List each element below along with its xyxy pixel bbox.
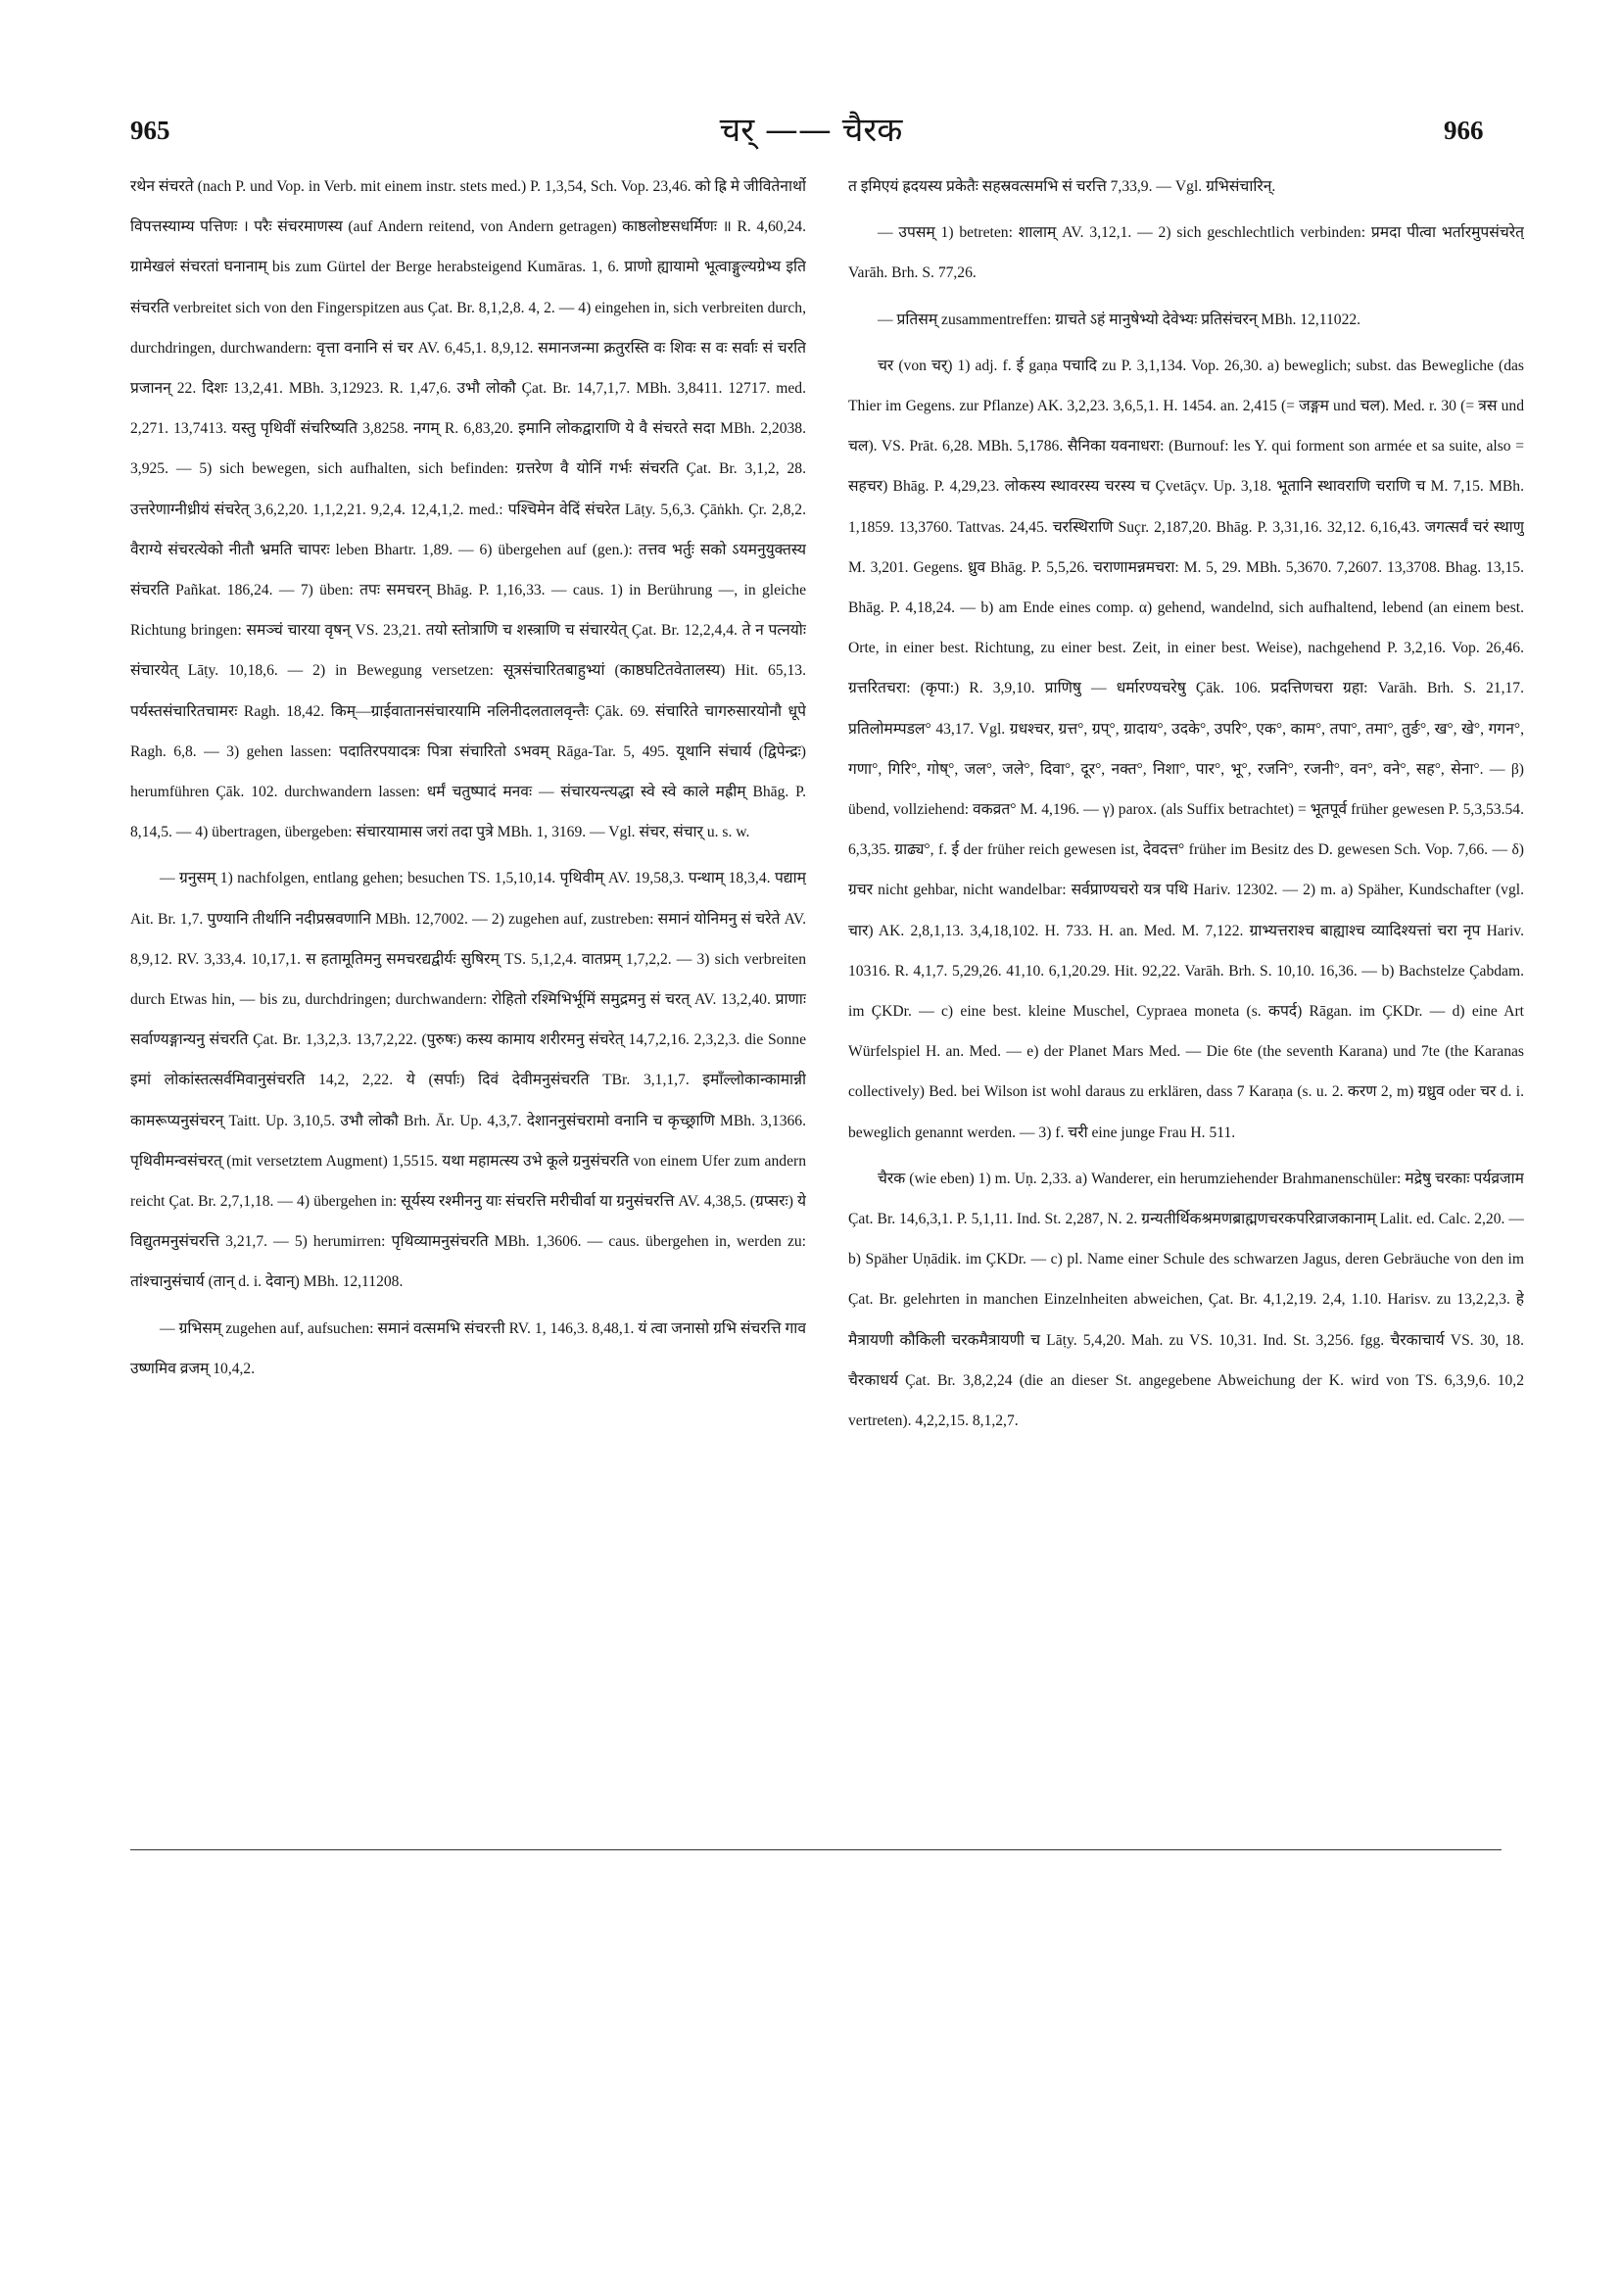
entry-paragraph: चर (von चर्) 1) adj. f. ई gaṇa पचादि zu P. 3,1,134. Vop. 26,30. a) beweglich; subst. das Bewegliche (das Thier im Gegens. zur Pflanze) AK. 3,2,23. 3,6,5,1. H. 1454. an. 2,415 (= जङ्गम und चल). Med. r. 30 (= त्रस und चल). VS. Prāt. 6,28. MBh. 5,1786. सैनिका यवनाधरा: (Burnouf: les Y. qui forment son armée et sa suite, also = सहचर) Bhāg. P. 4,29,23. लोकस्य स्थावरस्य चरस्य च Çvetāçv. Up. 3,18. भूतानि स्थावराणि चराणि च M. 7,15. MBh. 1,1859. 13,3760. Tattvas. 24,45. चरस्थिराणि Suçr. 2,187,20. Bhāg. P. 3,31,16. 32,12. 6,16,43. जगत्सर्वं चरं स्थाणु M. 3,201. Gegens. ध्रुव Bhāg. P. 5,5,26. चराणामन्नमचरा: M. 5, 29. MBh. 5,3670. 7,2607. 13,3708. Bhag. 13,15. Bhāg. P. 4,18,24. — b) am Ende eines comp. α) gehend, wandelnd, sich aufhaltend, lebend (an einem best. Orte, in einer best. Richtung, zu einer best. Zeit, in einer best. Weise), nachgehend P. 3,2,16. Vop. 26,46. ग्रत्तरितचरा: (कृपा:) R. 3,9,10. प्राणिषु — धर्मारण्यचरेषु Çāk. 106. प्रदत्तिणचरा ग्रहा: Varāh. Brh. S. 21,17. प्रतिलोमम्पडल° 43,17. Vgl. ग्रधश्चर, ग्रत्त°, ग्रप्°, ग्रादाय°, उदके°, उपरि°, एक°, काम°, तपा°, तमा°, तुर्ङ°, ख°, खे°, गगन°, गणा°, गिरि°, गोष्°, जल°, जले°, दिवा°, दूर°, नक्त°, निशा°, पार°, भू°, रजनि°, रजनी°, वन°, वने°, सह°, सेना°. — β) übend, vollziehend: वकव्रत° M. 4,196. — γ) parox. (als Suffix betrachtet) = भूतपूर्व früher gewesen P. 5,3,53.54. 6,3,35. ग्राढ्य°, f. ई der früher reich gewesen ist, देवदत्त° früher im Besitz des D. gewesen Sch. Vop. 7,66. — δ) ग्रचर nicht gehbar, nicht wandelbar: सर्वप्राण्यचरो यत्र पथि Hariv. 12302. — 2) m. a) Späher, Kundschafter (vgl. चार) AK. 2,8,1,13. 3,4,18,102. H. 733. H. an. Med. M. 7,122. ग्राभ्यत्तराश्च बाह्याश्च व्यादिश्यत्तां चरा नृप Hariv. 10316. R. 4,1,7. 5,29,26. 41,10. 6,1,20.29. Hit. 92,22. Varāh. Brh. S. 10,10. 16,36. — b) Bachstelze Çabdam. im ÇKDr. — c) eine best. kleine Muschel, Cypraea moneta (s. कपर्द) Rāgan. im ÇKDr. — d) eine Art Würfelspiel H. an. Med. — e) der Planet Mars Med. — Die 6te (the seventh Karana) und 7te (the Karanas collectively) Bed. bei Wilson ist wohl daraus zu erklären, dass 7 Karaṇa (s. u. 2. करण 2, m) ग्रध्रुव oder चर d. i. beweglich genannt werden. — 3) f. चरी eine junge Frau H. 511.: [848, 357, 1524, 1141]
entry-paragraph: — उपसम् 1) betreten: शालाम् AV. 3,12,1. — 2) sich geschlechtlich verbinden: प्रमदा पीत्वा भर्तारमुपसंचरेत् Varāh. Brh. S. 77,26.: [848, 224, 1524, 282]
entry-paragraph: — प्रतिसम् zusammentreffen: ग्राचते ऽहं मानुषेभ्यो देवेभ्यः प्रतिसंचरन् MBh. 12,11022.: [878, 311, 1361, 328]
running-header: चर् —— चैरक: [719, 111, 903, 150]
page-number-right: 966: [1444, 116, 1484, 145]
left-column: [130, 167, 806, 1699]
entry-paragraph: — ग्रभिसम् zugehen auf, aufsuchen: समानं वत्समभि संचरत्ती RV. 1, 146,3. 8,48,1. यं त्वा जनासो ग्रभि संचरत्ति गाव उष्णमिव व्रजम् 10,4,2.: [130, 1319, 806, 1377]
bottom-rule: [130, 1849, 1502, 1850]
entry-paragraph: — ग्रनुसम् 1) nachfolgen, entlang gehen; besuchen TS. 1,5,10,14. पृथिवीम् AV. 19,58,3. पन्थाम् 18,3,4. पद्याम् Ait. Br. 1,7. पुण्यानि तीर्थानि नदीप्रस्रवणानि MBh. 12,7002. — 2) zugehen auf, zustreben: समानं योनिमनु सं चरेते AV. 8,9,12. RV. 3,33,4. 10,17,1. स हतामूतिमनु समचरद्यद्वीर्यः सुषिरम् TS. 5,1,2,4. वातप्रम् 1,7,2,2. — 3) sich verbreiten durch Etwas hin, — bis zu, durchdringen; durchwandern: रोहितो रश्मिभिर्भूमिं समुद्रमनु सं चरत् AV. 13,2,40. प्राणाः सर्वाण्यङ्गान्यनु संचरति Çat. Br. 1,3,2,3. 13,7,2,22. (पुरुषः) कस्य कामाय शरीरमनु संचरेत् 14,7,2,16. 2,3,2,3. die Sonne इमां लोकांस्तत्सर्वमिवानुसंचरति 14,2, 2,22. ये (सर्पाः) दिवं देवीमनुसंचरति TBr. 3,1,1,7. इमाँल्लोकान्कामान्नी कामरूप्यनुसंचरन् Taitt. Up. 3,10,5. उभौ लोकौ Brh. Ār. Up. 4,3,7. देशाननुसंचरामो वनानि च कृच्छ्राणि MBh. 3,1366. पृथिवीमन्वसंचरत् (mit versetztem Augment) 1,5515. यथा महामत्स्य उभे कूले ग्रनुसंचरति von einem Ufer zum andern reicht Çat. Br. 2,7,1,18. — 4) übergehen in: सूर्यस्य रश्मीननु याः संचरत्ति मरीचीर्वा या ग्रनुसंचरत्ति AV. 4,38,5. (ग्रप्सरः) ये विद्युतमनुसंचरत्ति 3,21,7. — 5) herumirren: पृथिव्यामनुसंचरति MBh. 1,3606. — caus. übergehen in, werden zu: तांश्चानुसंचार्य (तान् d. i. देवान्) MBh. 12,11208.: [130, 870, 806, 1291]
entry-paragraph: रथेन संचरते (nach P. und Vop. in Verb. mit einem instr. stets med.) P. 1,3,54, Sch. Vop. 23,46. को ह्रि मे जीवितेनार्थो विपत्तस्याम्य पत्तिणः । परैः संचरमाणस्य (auf Andern reitend, von Andern getragen) काष्ठलोष्टसधर्मिणः ॥ R. 4,60,24. ग्रामेखलं संचरतां घनानाम् bis zum Gürtel der Berge herabsteigend Kumāras. 1, 6. प्राणो ह्यायामो भूत्वाङ्गुल्यग्रेभ्य इति संचरति verbreitet sich von den Fingerspitzen aus Çat. Br. 8,1,2,8. 4, 2. — 4) eingehen in, sich verbreiten durch, durchdringen, durchwandern: वृत्ता वनानि सं चर AV. 6,45,1. 8,9,12. समानजन्मा क्रतुरस्ति वः शिवः स वः सर्वाः सं चरति प्रजानन् 22. दिशः 13,2,41. MBh. 3,12923. R. 1,47,6. उभौ लोकौ Çat. Br. 14,7,1,7. MBh. 3,8411. 12717. med. 2,271. 13,7413. यस्तु पृथिवीं संचरिष्यति 3,8258. नगम् R. 6,83,20. इमानि लोकद्वाराणि ये वै संचरते सदा MBh. 2,2038. 3,925. — 5) sich bewegen, sich aufhalten, sich befinden: ग्रत्तरेण वै योनिं गर्भः संचरति Çat. Br. 3,1,2, 28. उत्तरेणाग्नीध्रीयं संचरेत् 3,6,2,20. 1,1,2,21. 9,2,4. 12,4,1,2. med.: पश्चिमेन वेदिं संचरेत Lāṭy. 5,6,3. Çāṅkh. Çr. 2,8,2. वैराग्ये संचरत्येको नीतौ भ्रमति चापरः leben Bhartr. 1,89. — 6) übergehen auf (gen.): तत्तव भर्तुः सको ऽयमनुयुक्तस्य संचरति Pañkat. 186,24. — 7) üben: तपः समचरन् Bhāg. P. 1,16,33. — caus. 1) in Berührung —, in gleiche Richtung bringen: समञ्चं चारया वृषन् VS. 23,21. तयो स्तोत्राणि च शस्त्राणि च संचारयेत् Çat. Br. 12,2,4,4. ते न पत्नयोः संचारयेत् Lāṭy. 10,18,6. — 2) in Bewegung versetzen: सूत्रसंचारितबाहुभ्यां (काष्ठघटितवेतालस्य) Hit. 65,13. पर्यस्तसंचारितचामरः Ragh. 18,42. किम्—ग्राईवातानसंचारयामि नलिनीदलतालवृन्तैः Çāk. 69. संचारिते चागरुसारयोनौ धूपे Ragh. 6,8. — 3) gehen lassen: पदातिरपयादत्रः पित्रा संचारितो ऽभवम् Rāga-Tar. 5, 495. यूथानि संचार्य (द्विपेन्द्रः) herumführen Çāk. 102. durchwandern lassen: धर्मं चतुष्पादं मनवः — संचारयन्त्यद्धा स्वे स्वे काले मह्रीम् Bhāg. P. 8,14,5. — 4) übertragen, übergeben: संचारयामास जरां तदा पुत्रे MBh. 1, 3169. — Vgl. संचर, संचार् u. s. w.: [130, 178, 806, 841]
page-number-left: 965: [130, 116, 170, 145]
right-column: [848, 167, 1524, 1699]
entry-paragraph: त इमिएयं ह्रदयस्य प्रकेतैः सहस्रवत्समभि सं चरत्ति 7,33,9. — Vgl. ग्रभिसंचारिन्.: [848, 178, 1276, 195]
entry-paragraph: चैरक (wie eben) 1) m. Uṇ. 2,33. a) Wanderer, ein herumziehender Brahmanenschüler: मद्रेषु चरकाः पर्यव्रजाम Çat. Br. 14,6,3,1. P. 5,1,11. Ind. St. 2,287, N. 2. ग्रन्यतीर्थिकश्रमणब्राह्मणचरकपरिव्राजकानाम् Lalit. ed. Calc. 2,20. — b) Späher Uṇādik. im ÇKDr. — c) pl. Name einer Schule des schwarzen Jagus, deren Gebräuche von den im Çat. Br. gelehrten in manchen Einzelnheiten abweichen, Çat. Br. 4,1,2,19. 2,4, 1.10. Harisv. zu 13,2,2,3. हे मैत्रायणी कौकिली चरकमैत्रायणी च Lāṭy. 5,4,20. Mah. zu VS. 10,31. Ind. St. 3,256. fgg. चैरकाचार्य VS. 30, 18. चैरकाधर्य Çat. Br. 3,8,2,24 (die an dieser St. angegebene Abweichung der K. wird von TS. 6,3,9,6. 10,2 vertreten). 4,2,2,15. 8,1,2,7.: [848, 1170, 1524, 1430]
